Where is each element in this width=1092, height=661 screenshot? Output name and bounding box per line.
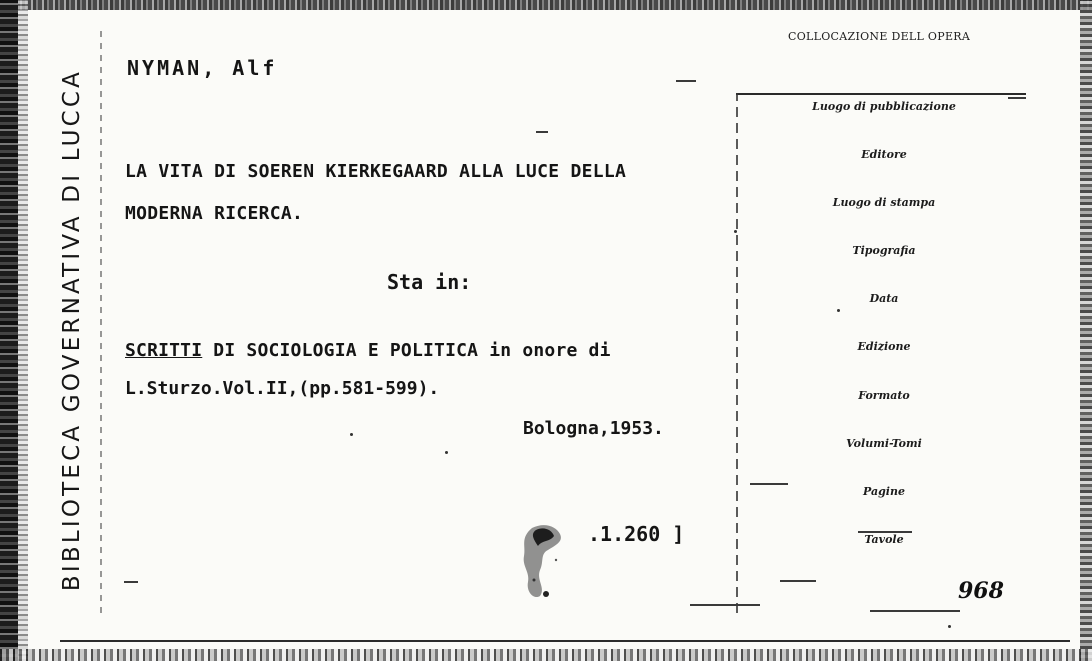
scan-mark bbox=[690, 604, 760, 606]
scan-edge-top bbox=[0, 0, 1092, 10]
field-volumi-tomi: Volumi-Tomi bbox=[846, 437, 922, 450]
scan-mark bbox=[1008, 97, 1026, 99]
scan-dot bbox=[837, 309, 840, 312]
sta-in-label: Sta in: bbox=[387, 270, 472, 294]
field-editore: Editore bbox=[861, 148, 907, 161]
scan-dot bbox=[734, 230, 737, 233]
source-line-1 bbox=[125, 340, 611, 361]
right-column-top-rule bbox=[736, 93, 1026, 95]
field-luogo-stampa: Luogo di stampa bbox=[832, 196, 936, 209]
field-data: Data bbox=[869, 292, 899, 305]
scan-mark bbox=[536, 131, 548, 133]
scan-mark bbox=[858, 531, 912, 533]
place-year: Bologna,1953. bbox=[523, 418, 664, 439]
ink-stamp-blot bbox=[510, 520, 574, 602]
left-margin-rule bbox=[100, 28, 102, 613]
field-tipografia: Tipografia bbox=[852, 244, 916, 257]
title-line-2: MODERNA RICERCA. bbox=[125, 203, 304, 224]
shelfmark: .1.260 ] bbox=[588, 522, 685, 546]
scan-mark bbox=[750, 483, 788, 485]
source-series-underlined: SCRITTI bbox=[125, 340, 203, 361]
scan-dot bbox=[948, 625, 951, 628]
bottom-rule bbox=[60, 640, 1070, 642]
right-column-border bbox=[736, 93, 738, 613]
scan-edge-bottom bbox=[0, 649, 1092, 661]
scan-dot bbox=[350, 433, 353, 436]
scan-dot bbox=[445, 451, 448, 454]
scan-edge-left bbox=[0, 0, 18, 661]
scan-mark bbox=[124, 581, 138, 583]
scan-mark bbox=[780, 580, 816, 582]
library-name: BIBLIOTECA GOVERNATIVA DI LUCCA bbox=[59, 68, 85, 592]
field-edizione: Edizione bbox=[857, 340, 911, 353]
field-tavole: Tavole bbox=[864, 533, 904, 546]
scan-mark bbox=[676, 80, 696, 82]
scan-mark bbox=[870, 610, 960, 612]
source-line-1-rest: DI SOCIOLOGIA E POLITICA in onore di bbox=[202, 340, 611, 361]
scan-edge-left-inner bbox=[18, 0, 28, 661]
collocation-header: COLLOCAZIONE DELL OPERA bbox=[788, 30, 971, 43]
field-pagine: Pagine bbox=[863, 485, 905, 498]
source-line-2: L.Sturzo.Vol.II,(pp.581-599). bbox=[125, 378, 440, 399]
title-line-1: LA VITA DI SOEREN KIERKEGAARD ALLA LUCE DELLA bbox=[125, 161, 627, 182]
field-luogo-pubblicazione: Luogo di pubblicazione bbox=[812, 100, 956, 113]
author: NYMAN, Alf bbox=[127, 56, 278, 80]
field-formato: Formato bbox=[858, 389, 910, 402]
reference-number: 968 bbox=[958, 578, 1004, 604]
scan-edge-right bbox=[1080, 0, 1092, 661]
